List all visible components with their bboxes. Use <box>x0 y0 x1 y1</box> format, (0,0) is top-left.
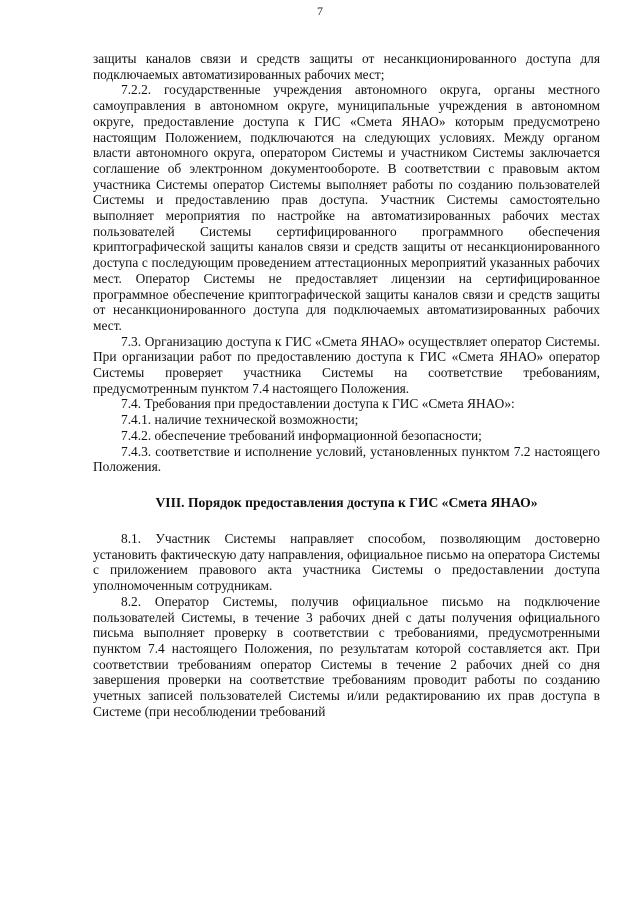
paragraph: 7.2.2. государственные учреждения автономного округа, органы местного самоуправления в автономном округе, муниципальные учреждения в автономном округе, предоставление доступа к ГИС «Смета ЯНАО» которым предусмотрено настоящим Положением, подключаются на следующих условиях. Между органом власти автономного округа, оператором Системы и участником Системы заключается соглашение об электронном документообороте. В соответствии с правовым актом участника Системы оператор Системы выполняет работы по созданию пользователей Системы и предоставлению прав доступа. Участник Системы самостоятельно выполняет мероприятия по настройке на автоматизированных рабочих местах пользователей Системы сертифицированного программного обеспечения криптографической защиты каналов связи и средств защиты от несанкционированного доступа с последующим проведением аттестационных мероприятий указанных рабочих мест. Оператор Системы не предоставляет лицензии на сертифицированное программное обеспечение криптографической защиты каналов связи и средств защиты от несанкционированного доступа для подключаемых автоматизированных рабочих мест. <box>93 82 600 333</box>
page-number: 7 <box>317 4 323 18</box>
document-body <box>93 51 600 719</box>
paragraph: 7.4.2. обеспечение требований информационной безопасности; <box>121 427 482 443</box>
paragraph: 7.4.1. наличие технической возможности; <box>121 412 359 428</box>
paragraph: защиты каналов связи и средств защиты от несанкционированного доступа для подключаемых автоматизированных рабочих мест; <box>93 51 600 82</box>
paragraph: 7.3. Организацию доступа к ГИС «Смета ЯНАО» осуществляет оператор Системы. При организации работ по предоставлению доступа к ГИС «Смета ЯНАО» оператор Системы проверяет участника Системы на соответствие требованиям, предусмотренным пунктом 7.4 настоящего Положения. <box>93 333 600 396</box>
section-heading: VIII. Порядок предоставления доступа к ГИС «Смета ЯНАО» <box>155 494 538 510</box>
paragraph: 8.2. Оператор Системы, получив официальное письмо на подключение пользователей Системы, в течение 3 рабочих дней с даты получения официального письма выполняет проверку в соответствии с требованиями, предусмотренными пунктом 7.4 настоящего Положения, по результатам которой составляется акт. При соответствии требованиям оператор Системы в течение 2 рабочих дней со дня завершения проверки на соответствие требованиям проводит работы по созданию учетных записей пользователей Системы и/или редактированию их прав доступа в Системе (при несоблюдении требований <box>93 593 600 719</box>
paragraph: 7.4.3. соответствие и исполнение условий, установленных пунктом 7.2 настоящего Положения. <box>93 443 600 475</box>
paragraph: 8.1. Участник Системы направляет способом, позволяющим достоверно установить фактическую дату направления, официальное письмо на оператора Системы с приложением правового акта участника Системы о предоставлении доступа уполномоченным сотрудникам. <box>93 530 600 594</box>
paragraph: 7.4. Требования при предоставлении доступа к ГИС «Смета ЯНАО»: <box>121 396 515 412</box>
